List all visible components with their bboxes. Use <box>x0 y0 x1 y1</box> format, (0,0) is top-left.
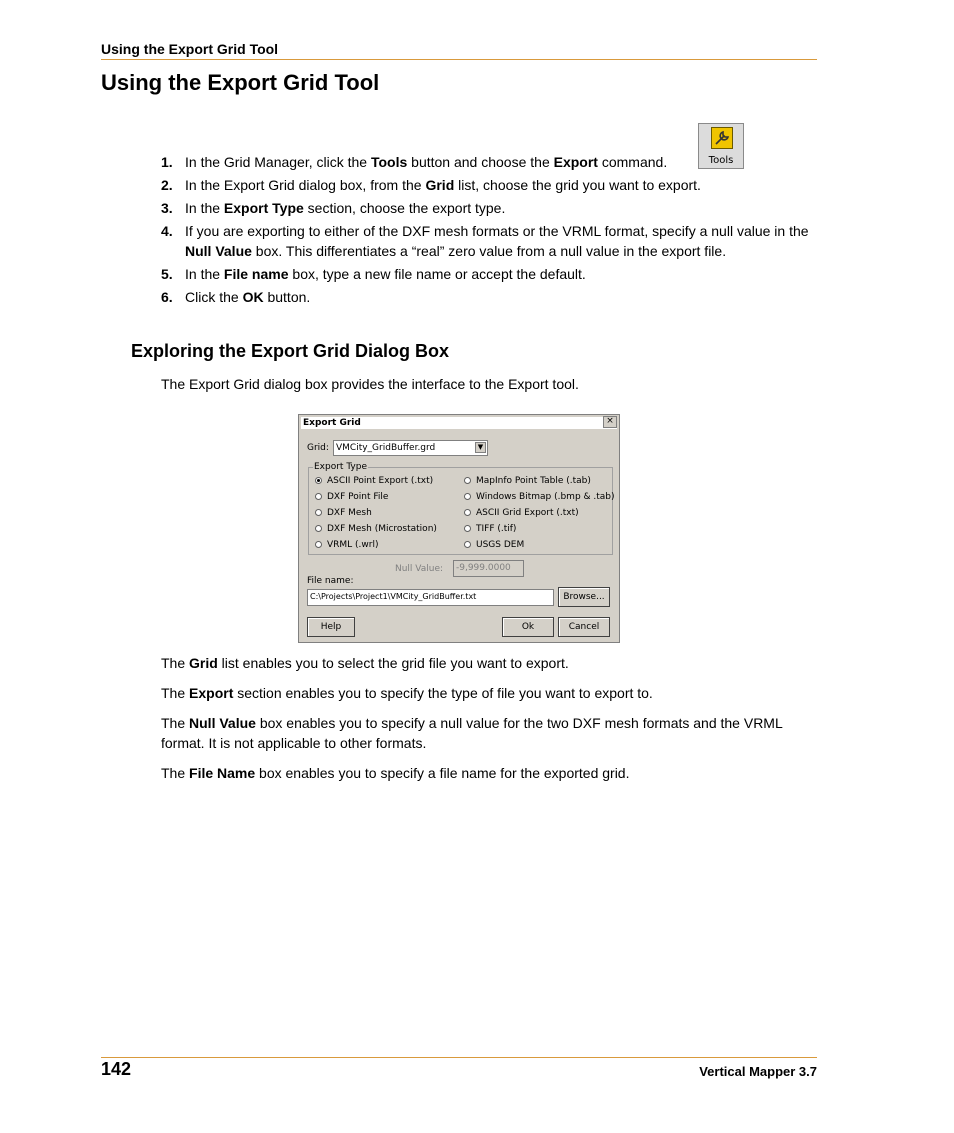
step-number: 2. <box>161 177 173 193</box>
step-text: In the Grid Manager, click the <box>185 154 371 170</box>
file-name-description <box>161 763 821 783</box>
radio-label: Windows Bitmap (.bmp & .tab) <box>476 492 615 502</box>
close-icon[interactable]: × <box>603 416 617 428</box>
help-button[interactable]: Help <box>307 617 355 637</box>
export-type-group <box>308 462 615 555</box>
radio-vrml[interactable] <box>315 540 379 550</box>
desc-text: list enables you to select the grid file you want to export. <box>217 655 569 671</box>
step-text: button. <box>263 289 311 305</box>
radio-windows-bitmap[interactable] <box>464 492 615 502</box>
file-name-label: File name: <box>307 576 354 586</box>
desc-bold: Null Value <box>189 715 256 731</box>
step <box>161 175 821 195</box>
desc-text: box enables you to specify a file name for the exported grid. <box>255 765 630 781</box>
radio-icon <box>464 477 471 484</box>
radio-dxf-mesh[interactable] <box>315 508 372 518</box>
radio-label: DXF Mesh (Microstation) <box>327 524 437 534</box>
step-text: box. This differentiates a “real” zero value from a null value in the export file. <box>251 243 727 259</box>
desc-text: The <box>161 715 190 731</box>
step-bold: Grid <box>425 177 455 193</box>
step-text: Click the <box>185 289 243 305</box>
radio-ascii-grid-export[interactable] <box>464 508 579 518</box>
browse-button[interactable]: Browse... <box>558 587 610 607</box>
dialog-title: Export Grid <box>301 417 617 429</box>
desc-text: The <box>161 685 190 701</box>
step-bold: OK <box>242 289 264 305</box>
desc-bold: Export <box>189 685 234 701</box>
step-text: list, choose the grid you want to export. <box>454 177 701 193</box>
radio-label: TIFF (.tif) <box>476 524 517 534</box>
subsection-intro: The Export Grid dialog box provides the interface to the Export tool. <box>161 376 579 392</box>
desc-bold: File Name <box>189 765 256 781</box>
step <box>161 198 821 218</box>
step-bold: File name <box>223 266 289 282</box>
radio-icon <box>315 493 322 500</box>
grid-label: Grid: <box>307 443 329 453</box>
export-type-label: Export Type <box>314 462 367 472</box>
radio-icon <box>315 541 322 548</box>
radio-usgs-dem[interactable] <box>464 540 524 550</box>
footer-product-title: Vertical Mapper 3.7 <box>699 1064 817 1079</box>
radio-label: USGS DEM <box>476 540 525 550</box>
radio-icon <box>464 525 471 532</box>
grid-description <box>161 653 821 673</box>
step-bold: Null Value <box>185 243 252 259</box>
desc-text: box enables you to specify a null value for the two DXF mesh formats and the VRML format. It is not applicable to other formats. <box>161 715 783 751</box>
radio-label: VRML (.wrl) <box>327 540 379 550</box>
step-bold: Export Type <box>223 200 304 216</box>
radio-icon <box>464 493 471 500</box>
null-value-input[interactable]: -9,999.0000 <box>453 560 524 577</box>
radio-dxf-mesh-microstation[interactable] <box>315 524 437 534</box>
desc-bold: Grid <box>189 655 218 671</box>
step <box>161 264 821 284</box>
desc-text: The <box>161 655 190 671</box>
step-text: section, choose the export type. <box>303 200 506 216</box>
radio-label: ASCII Grid Export (.txt) <box>476 508 579 518</box>
radio-icon <box>464 509 471 516</box>
step-text: In the Export Grid dialog box, from the <box>185 177 426 193</box>
step-number: 1. <box>161 154 173 170</box>
ok-button[interactable]: Ok <box>502 617 554 637</box>
step <box>161 221 821 261</box>
file-name-input[interactable]: C:\Projects\Project1\VMCity_GridBuffer.txt <box>307 589 554 606</box>
step-text: button and choose the <box>407 154 554 170</box>
radio-icon <box>315 525 322 532</box>
step-number: 5. <box>161 266 173 282</box>
step-text: command. <box>597 154 668 170</box>
radio-label: DXF Point File <box>327 492 389 502</box>
radio-icon <box>315 509 322 516</box>
step-text: box, type a new file name or accept the default. <box>288 266 586 282</box>
null-value-description <box>161 713 821 753</box>
tools-icon <box>711 127 733 149</box>
subsection-title: Exploring the Export Grid Dialog Box <box>131 341 450 361</box>
grid-select[interactable] <box>333 440 488 456</box>
tools-icon-label: Tools <box>708 155 734 166</box>
step-bold: Export <box>553 154 598 170</box>
header-rule <box>101 59 817 60</box>
radio-label: ASCII Point Export (.txt) <box>327 476 434 486</box>
running-head: Using the Export Grid Tool <box>101 41 279 57</box>
step-text: In the <box>185 266 224 282</box>
step <box>161 152 821 172</box>
radio-label: MapInfo Point Table (.tab) <box>476 476 591 486</box>
radio-ascii-point-export[interactable] <box>315 476 433 486</box>
radio-selected-icon <box>315 477 322 484</box>
grid-select-value: VMCity_GridBuffer.grd <box>336 443 436 453</box>
export-description <box>161 683 821 703</box>
radio-tiff[interactable] <box>464 524 516 534</box>
step-number: 6. <box>161 289 173 305</box>
radio-icon <box>464 541 471 548</box>
radio-dxf-point-file[interactable] <box>315 492 388 502</box>
export-grid-dialog <box>298 414 620 643</box>
null-value-label: Null Value: <box>395 564 444 574</box>
radio-mapinfo-point-table[interactable] <box>464 476 591 486</box>
step-bold: Tools <box>370 154 408 170</box>
cancel-button[interactable]: Cancel <box>558 617 610 637</box>
step-text: In the <box>185 200 224 216</box>
desc-text: section enables you to specify the type of file you want to export to. <box>233 685 653 701</box>
step-number: 3. <box>161 200 173 216</box>
steps-list <box>161 152 821 310</box>
footer-rule <box>101 1057 817 1058</box>
chevron-down-icon[interactable]: ▼ <box>475 442 486 453</box>
step-number: 4. <box>161 223 173 239</box>
desc-text: The <box>161 765 190 781</box>
page-title: Using the Export Grid Tool <box>101 70 380 95</box>
step-text: If you are exporting to either of the DXF mesh formats or the VRML format, specify a null value in the <box>185 223 809 239</box>
radio-label: DXF Mesh <box>327 508 372 518</box>
page-number: 142 <box>101 1059 132 1079</box>
step <box>161 287 821 307</box>
